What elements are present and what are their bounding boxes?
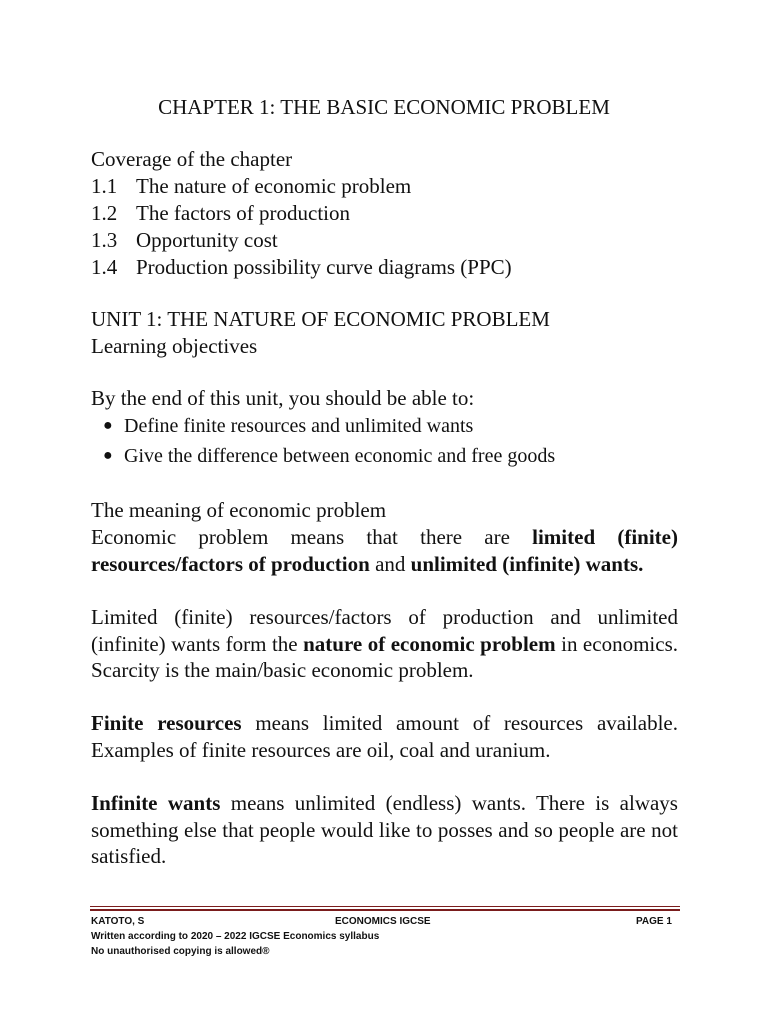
infinite-text: means unlimited (endless) wants. There is always something else that people would like to posses and so people are not satisfied. xyxy=(91,791,678,868)
chapter-title: CHAPTER 1: THE BASIC ECONOMIC PROBLEM xyxy=(158,95,610,119)
meaning-text: Economic problem means that there are xyxy=(91,525,533,549)
meaning-heading: The meaning of economic problem xyxy=(91,498,387,522)
footer-rule xyxy=(90,906,680,907)
bullet-icon: ● xyxy=(103,417,113,434)
finite-term: Finite resources xyxy=(91,711,242,735)
coverage-item xyxy=(91,255,512,280)
meaning-paragraph xyxy=(91,524,678,577)
objective-bullet xyxy=(103,415,473,438)
coverage-item xyxy=(91,201,350,226)
coverage-item-number: 1.1 xyxy=(91,174,118,198)
nature-bold-text: nature of economic problem xyxy=(303,631,556,656)
footer-course: ECONOMICS IGCSE xyxy=(335,916,431,927)
meaning-bold-text: limited (finite) resources/factors of production xyxy=(91,525,678,576)
finite-text: means limited amount of resources available. Examples of finite resources are oil, coal and uranium. xyxy=(91,711,678,762)
unit-title: UNIT 1: THE NATURE OF ECONOMIC PROBLEM xyxy=(91,307,550,331)
objective-text: Give the difference between economic and free goods xyxy=(124,445,556,467)
coverage-item xyxy=(91,174,411,199)
finite-paragraph xyxy=(91,710,678,763)
nature-paragraph xyxy=(91,604,678,684)
objective-bullet xyxy=(103,445,555,468)
coverage-item-text: The factors of production xyxy=(136,201,351,225)
infinite-paragraph xyxy=(91,790,678,870)
footer-author: KATOTO, S xyxy=(91,916,145,927)
coverage-item xyxy=(91,228,278,253)
coverage-item-number: 1.2 xyxy=(91,201,118,225)
objectives-intro: By the end of this unit, you should be able to: xyxy=(91,386,475,410)
nature-text: in economics. Scarcity is the main/basic economic problem. xyxy=(91,631,678,682)
coverage-item-number: 1.4 xyxy=(91,255,118,279)
objective-text: Define finite resources and unlimited wants xyxy=(124,415,474,437)
meaning-bold-text: unlimited (infinite) wants. xyxy=(410,551,644,576)
coverage-item-text: Opportunity cost xyxy=(136,228,278,252)
bullet-icon: ● xyxy=(103,447,113,464)
footer-copyright-note: No unauthorised copying is allowed® xyxy=(91,946,270,957)
unit-subtitle: Learning objectives xyxy=(91,334,258,358)
footer-page-number: PAGE 1 xyxy=(636,916,672,927)
coverage-heading: Coverage of the chapter xyxy=(91,147,293,171)
coverage-item-number: 1.3 xyxy=(91,228,118,252)
footer-syllabus-note: Written according to 2020 – 2022 IGCSE Economics syllabus xyxy=(91,931,380,942)
infinite-term: Infinite wants xyxy=(91,791,221,815)
coverage-item-text: The nature of economic problem xyxy=(136,174,412,198)
meaning-text: and xyxy=(369,551,411,576)
nature-text: Limited (finite) resources/factors of production and unlimited (infinite) wants form the xyxy=(91,605,678,656)
coverage-item-text: Production possibility curve diagrams (PPC) xyxy=(136,255,512,279)
footer-rule xyxy=(90,909,680,911)
